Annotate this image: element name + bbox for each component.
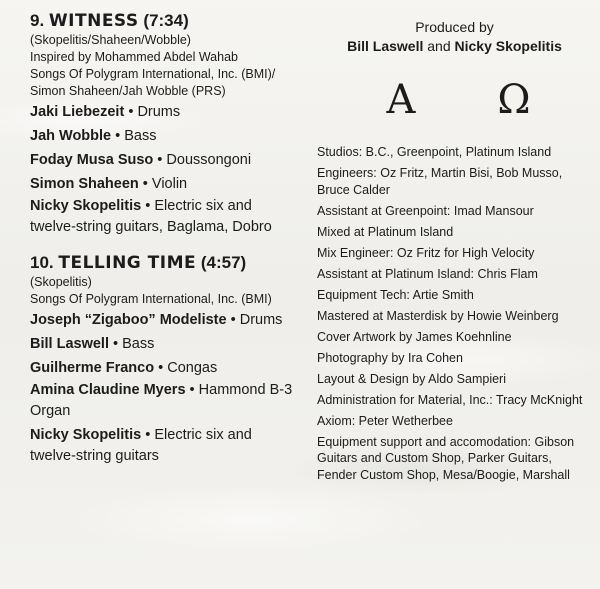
track-9-note: Songs Of Polygram International, Inc. (BMI)/ (30, 67, 276, 81)
track-10-heading (30, 252, 300, 274)
musician-name: Jah Wobble (30, 128, 112, 144)
producer-name: Nicky Skopelitis (454, 38, 562, 54)
omega-symbol: Ω (497, 77, 531, 123)
musician-role: Violin (151, 176, 188, 192)
track-9-heading (30, 10, 300, 32)
track-9-credit: Simon Shaheen • Violin (30, 176, 188, 192)
production-credit-line: Mix Engineer: Oz Fritz for High Velocity (317, 245, 535, 260)
producer-name: Bill Laswell (347, 38, 424, 54)
produced-by-label: Produced by (415, 19, 494, 35)
track-10-credit: Joseph “Zigaboo” Modeliste • Drums (30, 312, 283, 328)
musician-role: Bass (122, 336, 155, 352)
musician-role: Drums (137, 104, 181, 120)
production-credit-line: Engineers: Oz Fritz, Martin Bisi, Bob Musso, Bruce Calder (317, 165, 563, 197)
production-credit-line: Equipment Tech: Artie Smith (317, 287, 474, 302)
track-10-writers: (Skopelitis) (30, 275, 92, 289)
track-9-writers: (Skopelitis/Shaheen/Wobble) (30, 33, 191, 47)
track-10-credit: Guilherme Franco • Congas (30, 360, 218, 376)
production-credit-line: Mastered at Masterdisk by Howie Weinberg (317, 308, 559, 323)
track-10-credit: Amina Claudine Myers • Hammond B-3 Organ (30, 382, 293, 419)
track-9-number: 9. (30, 11, 45, 30)
musician-role: Electric six and twelve-string guitars, Baglama, Dobro (30, 198, 272, 235)
musician-role: Congas (167, 360, 218, 376)
produced-by-block (317, 18, 592, 56)
track-9-credit: Foday Musa Suso • Doussongoni (30, 152, 252, 168)
production-credit-line: Studios: B.C., Greenpoint, Platinum Island (317, 145, 552, 159)
production-credit-line: Layout & Design by Aldo Sampieri (317, 371, 506, 386)
track-9-note: Simon Shaheen/Jah Wobble (PRS) (30, 84, 226, 98)
track-10-credit: Nicky Skopelitis • Electric six and twelve-string guitars (30, 427, 252, 464)
musician-role: Drums (239, 312, 283, 328)
track-9-credit: Jaki Liebezeit • Drums (30, 104, 181, 120)
producer-names (317, 37, 592, 56)
musician-role: Doussongoni (166, 152, 252, 168)
production-credit-line: Mixed at Platinum Island (317, 224, 454, 239)
production-credit-line: Assistant at Platinum Island: Chris Flam (317, 266, 538, 281)
production-credit-line: Cover Artwork by James Koehnline (317, 329, 512, 344)
alpha-omega-symbols (317, 76, 592, 124)
musician-name: Nicky Skopelitis (30, 427, 142, 443)
production-credit-line: Equipment support and accomodation: Gibson Guitars and Custom Shop, Parker Guitars, Fender Custom Shop, Mesa/Boogie, Marshall (317, 434, 575, 483)
track-10-credit: Bill Laswell • Bass (30, 336, 155, 352)
track-9-time: (7:34) (143, 11, 189, 30)
musician-role: Bass (124, 128, 157, 144)
track-10-number: 10. (30, 253, 54, 272)
musician-name: Bill Laswell (30, 336, 109, 352)
track-9-credit: Nicky Skopelitis • Electric six and twelve-string guitars, Baglama, Dobro (30, 198, 272, 235)
production-credit-line: Axiom: Peter Wetherbee (317, 413, 453, 428)
musician-name: Simon Shaheen (30, 176, 139, 192)
musician-name: Nicky Skopelitis (30, 198, 142, 214)
musician-name: Amina Claudine Myers (30, 382, 186, 398)
musician-name: Foday Musa Suso (30, 152, 154, 168)
musician-role: Hammond B-3 Organ (30, 382, 293, 419)
production-credit-line: Photography by Ira Cohen (317, 350, 463, 365)
track-9-note: Inspired by Mohammed Abdel Wahab (30, 50, 238, 64)
musician-role: Electric six and twelve-string guitars (30, 427, 252, 464)
production-credit-line: Administration for Material, Inc.: Tracy McKnight (317, 392, 583, 407)
track-9-title: WITNESS (48, 11, 139, 31)
alpha-symbol: Α (386, 77, 416, 123)
track-10-note: Songs Of Polygram International, Inc. (BMI) (30, 292, 272, 306)
producer-and: and (427, 38, 451, 54)
musician-name: Guilherme Franco (30, 360, 155, 376)
track-10-time: (4:57) (200, 253, 247, 272)
track-9-credit: Jah Wobble • Bass (30, 128, 157, 144)
track-10-title: TELLING TIME (58, 253, 197, 273)
production-credits-column (317, 18, 592, 488)
track-credits-column (30, 10, 300, 467)
musician-name: Joseph “Zigaboo” Modeliste (30, 312, 227, 328)
production-credit-line: Assistant at Greenpoint: Imad Mansour (317, 203, 534, 218)
musician-name: Jaki Liebezeit (30, 104, 125, 120)
